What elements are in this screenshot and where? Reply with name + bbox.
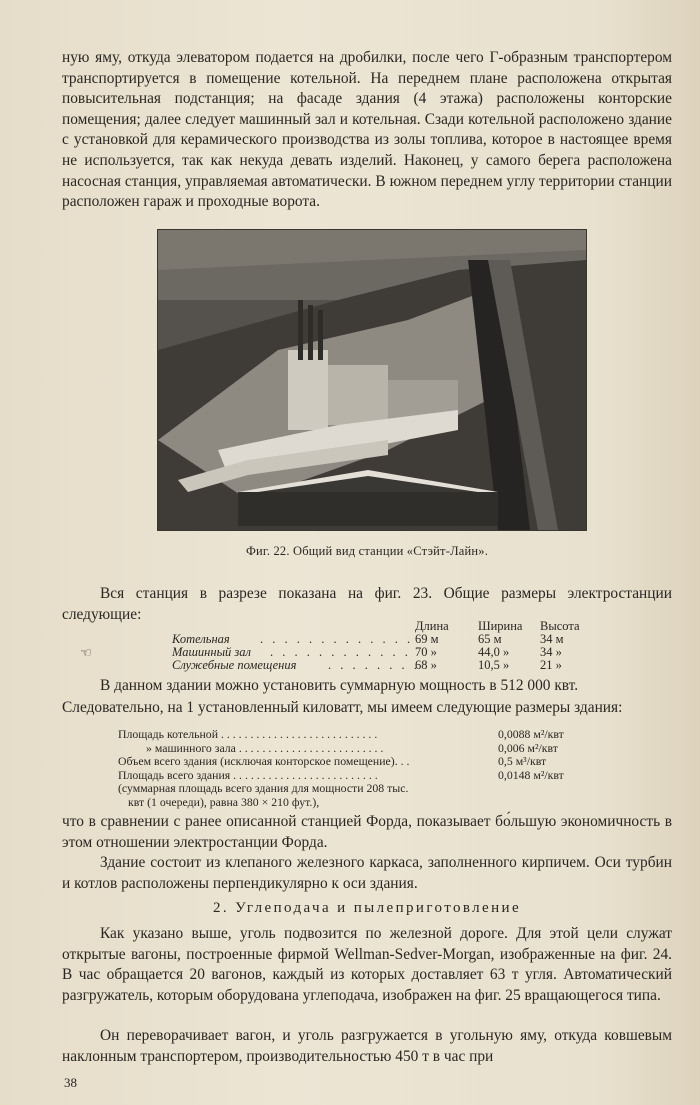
row-length: 68 » xyxy=(415,658,437,672)
row-width: 65 м xyxy=(478,632,502,646)
figure-caption: Фиг. 22. Общий вид станции «Стэйт-Лайн». xyxy=(245,544,489,558)
specs-list xyxy=(118,728,678,809)
text-block-intro xyxy=(62,48,672,213)
table-row xyxy=(100,659,680,672)
station-aerial-photo xyxy=(157,229,587,531)
paragraph-frame: Здание состоит из клепаного железного каркаса, заполненного кирпичем. Оси турбин и котлов расположены перпендикулярно к оси здания. xyxy=(62,854,672,892)
row-label: Машинный зал xyxy=(172,645,251,659)
header-width: Ширина xyxy=(478,619,523,633)
text-block-coal-delivery xyxy=(62,924,672,1006)
paragraph-dimensions-intro: Вся станция в разрезе показана на фиг. 23. Общие размеры электростанции следующие: xyxy=(62,585,672,623)
text-block-capacity xyxy=(62,676,672,697)
paragraph-capacity: В данном здании можно установить суммарную мощность в 512 000 квт. xyxy=(100,677,579,694)
list-item xyxy=(118,728,678,742)
row-width: 44,0 » xyxy=(478,645,510,659)
row-leader-dots: . . . . . . . . . . . . xyxy=(270,646,411,659)
paragraph-coal-transport: ную яму, откуда элеватором подается на дробилки, после чего Г-образным транспортером транспортируется в помещение котельной. На переднем плане расположена открытая повысительная подстанция; на фасаде здания (4 этажа) расположены конторские помещения; далее следует машинный зал и котельная. Сзади котельной расположено здание с установкой для керамического производства из золы топлива, которое в настоящее время не используется, так как некуда девать изделий. Наконец, у самого берега расположена насосная станция, управляемая автоматически. В южном переднем углу территории станции расположен гараж и проходные ворота. xyxy=(62,49,672,211)
page-number: 38 xyxy=(64,1075,77,1090)
row-height: 34 м xyxy=(540,632,564,646)
row-label: Служебные помещения xyxy=(172,658,297,672)
paragraph-unloading: Он переворачивает вагон, и уголь разгружается в угольную яму, откуда ковшевым наклонным транспортером, производительностью 450 т в час при xyxy=(62,1027,672,1065)
row-length: 70 » xyxy=(415,645,437,659)
list-item xyxy=(118,769,678,783)
row-height: 21 » xyxy=(540,658,562,672)
margin-pointer-icon: ☜ xyxy=(80,645,92,660)
text-block-frame xyxy=(62,853,672,894)
spec-label: квт (1 очереди), равна 380 × 210 фут.), xyxy=(128,794,320,809)
row-height: 34 » xyxy=(540,645,562,659)
row-width: 10,5 » xyxy=(478,658,510,672)
section-heading: 2. Углеподача и пылеприготовление xyxy=(212,900,522,916)
spec-value: 0,0148 м²/квт xyxy=(498,767,564,782)
list-item xyxy=(118,742,678,756)
spec-label: Объем всего здания (исключая конторское помещение). . . xyxy=(118,754,410,768)
photo-illustration xyxy=(158,230,586,530)
paragraph-coal-delivery: Как указано выше, уголь подвозится по железной дороге. Для этой цели служат открытые вагоны, построенные фирмой Wellman-Sedver-Morgan, изображенные на фиг. 24. В час обращается 20 вагонов, каждый из которых доставляет 63 т угля. Автоматический разгружатель, которым оборудована углеподача, изображен на фиг. 25 вращающегося типа. xyxy=(62,925,672,1004)
row-length: 69 м xyxy=(415,632,439,646)
list-item xyxy=(118,782,678,796)
list-item xyxy=(118,755,678,769)
spec-value: 0,5 м³/квт xyxy=(498,754,547,768)
text-block-unloading xyxy=(62,1026,672,1067)
header-length: Длина xyxy=(415,619,449,633)
dimensions-table xyxy=(100,620,680,672)
row-leader-dots: . . . . . . . . xyxy=(328,659,420,672)
paragraph-capacity-cont: Следовательно, на 1 установленный киловатт, мы имеем следующие размеры здания: xyxy=(62,699,623,716)
spec-label: (суммарная площадь всего здания для мощности 208 тыс. xyxy=(118,781,409,795)
spec-label: Площадь всего здания . . . . . . . . . . . . . . . . . . . . . . . . . xyxy=(118,767,378,782)
list-item xyxy=(118,796,678,810)
text-block-dimensions-intro xyxy=(62,584,672,625)
spec-label: » машинного зала . . . . . . . . . . . . . . . . . . . . . . . . . xyxy=(146,740,384,755)
header-height: Высота xyxy=(540,619,580,633)
spec-value: 0,0088 м²/квт xyxy=(498,727,564,741)
text-block-capacity-cont xyxy=(62,698,672,719)
row-leader-dots: . . . . . . . . . . . . . xyxy=(260,633,414,646)
spec-value: 0,006 м²/квт xyxy=(498,740,558,755)
paragraph-comparison: что в сравнении с ранее описанной станцией Форда, показывает бо́льшую экономичность в этом отношении электростанции Форда. xyxy=(62,813,672,851)
text-block-comparison xyxy=(62,812,672,853)
row-label: Котельная xyxy=(172,632,230,646)
spec-label: Площадь котельной . . . . . . . . . . . . . . . . . . . . . . . . . . . xyxy=(118,727,378,741)
